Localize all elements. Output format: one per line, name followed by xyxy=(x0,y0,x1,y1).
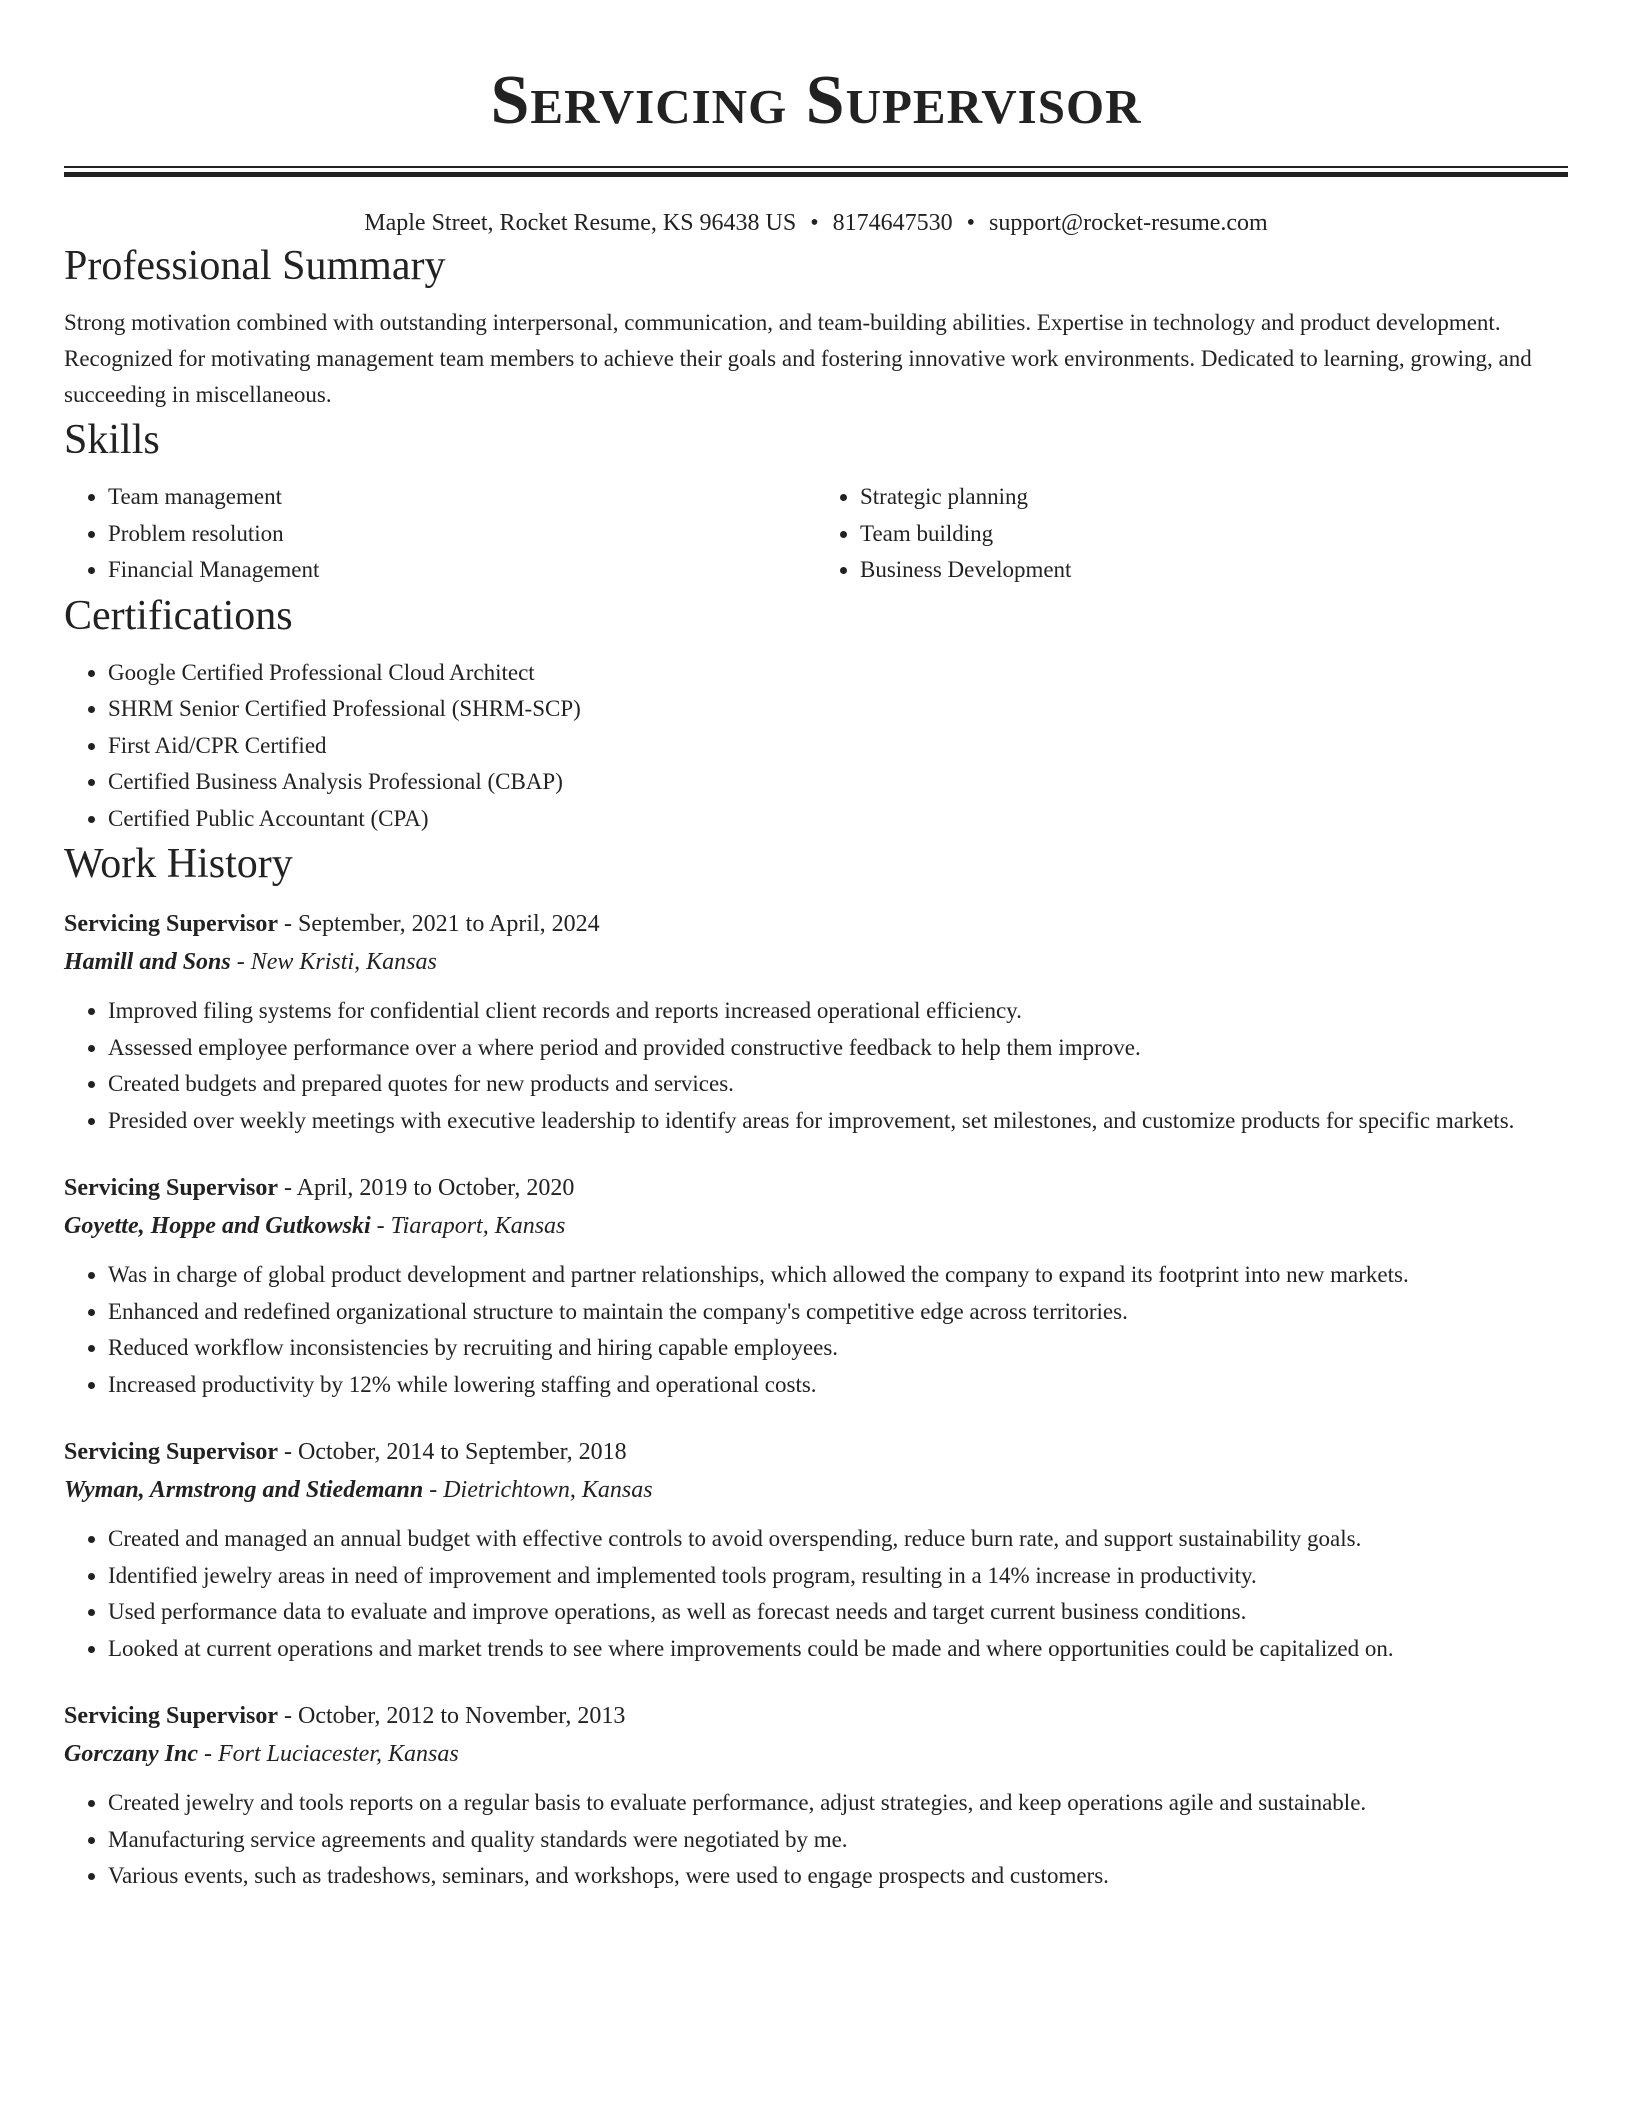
summary-heading: Professional Summary xyxy=(64,243,446,289)
contact-separator: • xyxy=(966,210,976,236)
job-bullet: • Improved filing systems for confidential client records and reports increased operational efficiency. xyxy=(108,993,1568,1030)
job-company-line xyxy=(64,943,1568,981)
job-bullet: • Identified jewelry areas in need of improvement and implemented tools program, resulting in a 14% increase in productivity. xyxy=(108,1558,1568,1595)
page-title: Servicing Supervisor xyxy=(490,62,1142,139)
job-dash: - xyxy=(278,1439,298,1465)
job-bullet: • Created budgets and prepared quotes for new products and services. xyxy=(108,1066,1568,1103)
job-dates: April, 2019 to October, 2020 xyxy=(296,1175,575,1201)
job-bullet: • Was in charge of global product development and partner relationships, which allowed the company to expand its footprint into new markets. xyxy=(108,1257,1568,1294)
contact-phone: 8174647530 xyxy=(832,210,953,236)
header-divider xyxy=(64,166,1568,177)
certification-item: • First Aid/CPR Certified xyxy=(108,728,1568,765)
contact-line xyxy=(64,207,1568,239)
job-company-line xyxy=(64,1207,1568,1245)
job-dash: - xyxy=(370,1213,391,1239)
job-bullet: • Enhanced and redefined organizational structure to maintain the company's competitive edge across territories. xyxy=(108,1294,1568,1331)
skill-item: • Strategic planning xyxy=(860,479,1568,516)
job-company: Wyman, Armstrong and Stiedemann xyxy=(64,1477,424,1503)
job-company-line xyxy=(64,1735,1568,1773)
certification-item: • Certified Public Accountant (CPA) xyxy=(108,801,1568,838)
skill-item: • Team building xyxy=(860,516,1568,553)
job-dates: October, 2012 to November, 2013 xyxy=(298,1703,626,1729)
job-dash: - xyxy=(278,1175,297,1201)
job-entry xyxy=(64,905,1568,1139)
job-company-line xyxy=(64,1471,1568,1509)
summary-text: Strong motivation combined with outstanding interpersonal, communication, and team-building abilities. Expertise in technology and product development. Recognized for motivating management team members to achieve their goals and fostering innovative work environments. Dedicated to learning, growing, and succeeding in miscellaneous. xyxy=(64,310,1532,407)
job-bullet: • Increased productivity by 12% while lowering staffing and operational costs. xyxy=(108,1367,1568,1404)
skill-item: • Business Development xyxy=(860,552,1568,589)
job-bullets xyxy=(64,1257,1568,1403)
contact-separator: • xyxy=(810,210,819,236)
contact-address: Maple Street, Rocket Resume, KS 96438 US xyxy=(364,210,797,236)
skill-item: • Team management xyxy=(108,479,816,516)
job-dash: - xyxy=(198,1741,219,1767)
work-history-heading: Work History xyxy=(64,841,293,887)
job-dates: October, 2014 to September, 2018 xyxy=(298,1439,627,1465)
job-bullets xyxy=(64,1785,1568,1895)
skills-list-left xyxy=(64,479,816,589)
job-company: Gorczany Inc xyxy=(64,1741,199,1767)
job-bullet: • Reduced workflow inconsistencies by recruiting and hiring capable employees. xyxy=(108,1330,1568,1367)
job-bullet: • Used performance data to evaluate and improve operations, as well as forecast needs and target current business conditions. xyxy=(108,1594,1568,1631)
job-company: Goyette, Hoppe and Gutkowski xyxy=(64,1213,371,1239)
job-bullet: • Manufacturing service agreements and quality standards were negotiated by me. xyxy=(108,1822,1568,1859)
skill-item: • Financial Management xyxy=(108,552,816,589)
skills-list-right xyxy=(816,479,1568,589)
job-company: Hamill and Sons xyxy=(64,949,231,975)
job-location: Tiaraport, Kansas xyxy=(390,1213,566,1239)
certification-item: • Certified Business Analysis Professional (CBAP) xyxy=(108,764,1568,801)
job-bullet: • Created jewelry and tools reports on a regular basis to evaluate performance, adjust strategies, and keep operations agile and sustainable. xyxy=(108,1785,1568,1822)
job-title: Servicing Supervisor xyxy=(64,1703,278,1729)
job-title: Servicing Supervisor xyxy=(64,1439,278,1465)
job-title-line xyxy=(64,1169,1568,1207)
job-dates: September, 2021 to April, 2024 xyxy=(298,911,600,937)
job-bullet: • Created and managed an annual budget with effective controls to avoid overspending, reduce burn rate, and support sustainability goals. xyxy=(108,1521,1568,1558)
job-title-line xyxy=(64,1697,1568,1735)
skills-heading: Skills xyxy=(64,417,160,463)
job-entry xyxy=(64,1433,1568,1667)
job-dash: - xyxy=(230,949,251,975)
job-title: Servicing Supervisor xyxy=(64,1175,278,1201)
job-bullet: • Presided over weekly meetings with executive leadership to identify areas for improvement, set milestones, and customize products for specific markets. xyxy=(108,1103,1568,1140)
job-bullet: • Looked at current operations and market trends to see where improvements could be made and where opportunities could be capitalized on. xyxy=(108,1631,1568,1668)
job-title: Servicing Supervisor xyxy=(64,911,278,937)
job-location: Fort Luciacester, Kansas xyxy=(218,1741,459,1767)
job-bullet: • Assessed employee performance over a where period and provided constructive feedback to help them improve. xyxy=(108,1030,1568,1067)
job-title-line xyxy=(64,1433,1568,1471)
skill-item: • Problem resolution xyxy=(108,516,816,553)
job-dash: - xyxy=(278,1703,298,1729)
contact-email: support@rocket-resume.com xyxy=(989,210,1268,236)
certifications-heading: Certifications xyxy=(64,592,293,639)
job-entry xyxy=(64,1697,1568,1895)
certification-item: • Google Certified Professional Cloud Architect xyxy=(108,655,1568,692)
skills-grid xyxy=(64,479,1568,589)
certification-item: • SHRM Senior Certified Professional (SHRM-SCP) xyxy=(108,691,1568,728)
job-entry xyxy=(64,1169,1568,1403)
job-bullets xyxy=(64,993,1568,1139)
job-dash: - xyxy=(278,911,298,937)
job-title-line xyxy=(64,905,1568,943)
job-bullets xyxy=(64,1521,1568,1667)
job-location: New Kristi, Kansas xyxy=(250,949,437,975)
certifications-list xyxy=(64,655,1568,838)
job-bullet: • Various events, such as tradeshows, seminars, and workshops, were used to engage prospects and customers. xyxy=(108,1858,1568,1895)
job-location: Dietrichtown, Kansas xyxy=(443,1477,653,1503)
job-dash: - xyxy=(423,1477,444,1503)
